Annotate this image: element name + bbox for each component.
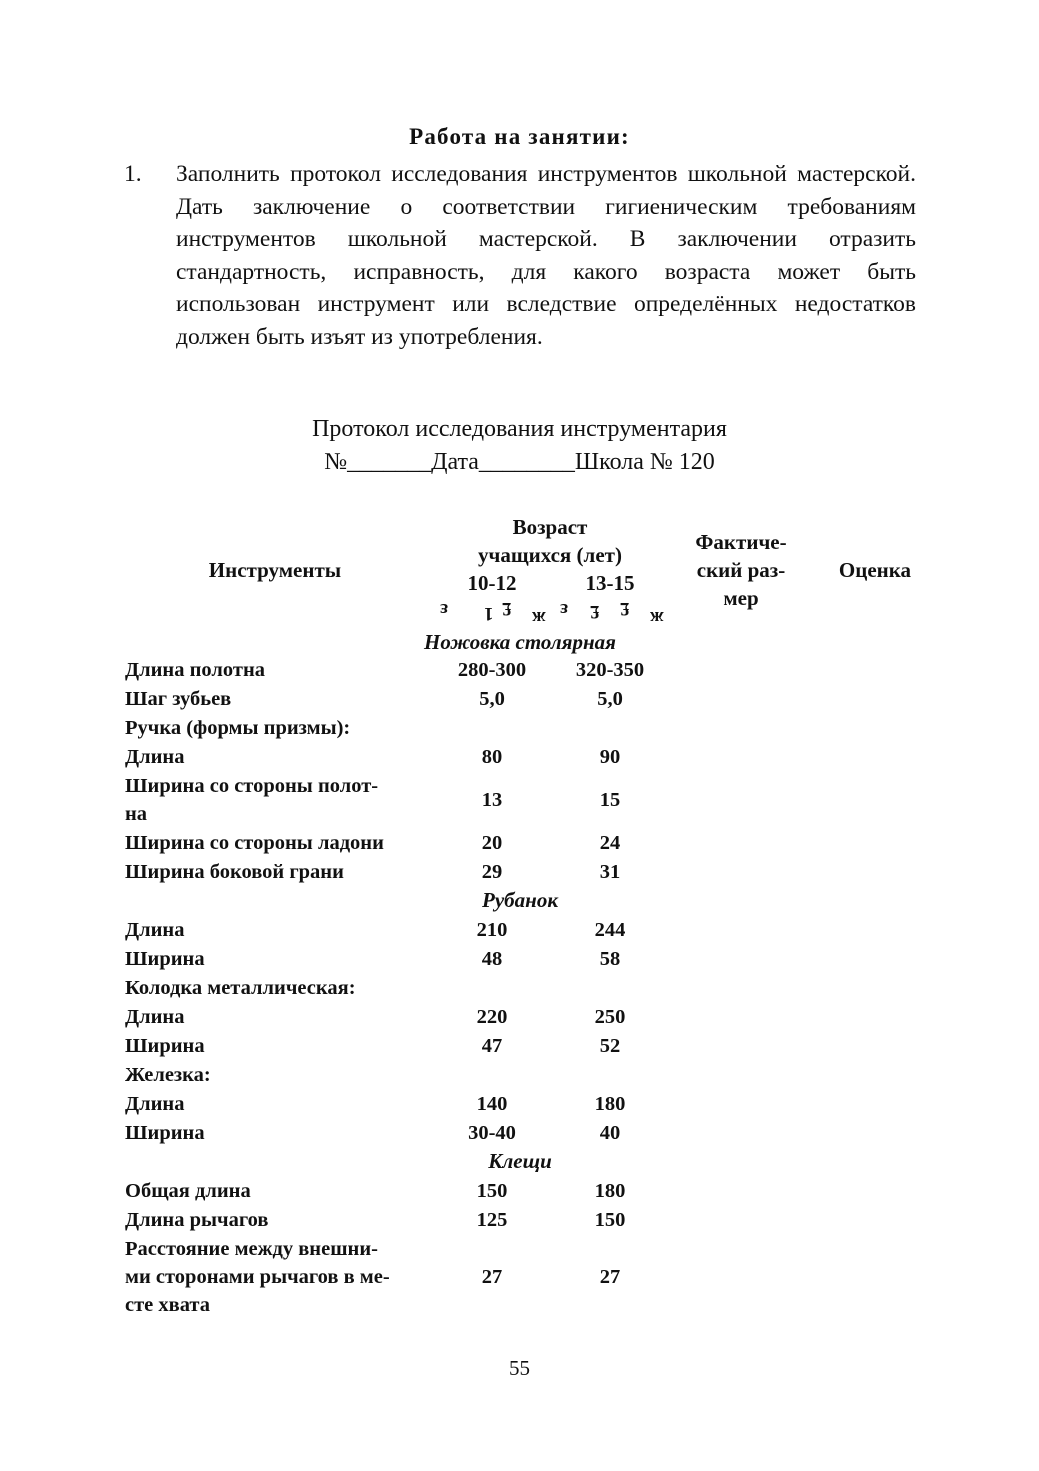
row-value-10-12: 220 (476, 1006, 508, 1028)
scan-artifact-glyph: £ (620, 598, 630, 619)
row-name: Длина полотна (125, 659, 266, 681)
task-text: Заполнить протокол исследования инструментов школьной мастерской. Дать заключение о соответствии гигиеническим требованиям инструментов школьной мастерской. В заключении отразить стандартность, исправность, для какого возраста может быть использован инструмент или вследствие определённых недостатков должен быть изъят из употребления. (176, 161, 916, 350)
row-name-line3: сте хвата (125, 1294, 211, 1316)
header-actual-line1: Фактиче- (695, 530, 787, 554)
scan-artifact-glyph: £ (590, 601, 600, 622)
row-name (125, 772, 425, 828)
header-actual-line3: мер (723, 586, 759, 610)
row-name-line2: на (125, 803, 148, 825)
scan-artifact-glyph: ж (650, 607, 664, 628)
row-name-line1: Расстояние между внешни- (125, 1238, 378, 1260)
row-value-13-15: 180 (594, 1093, 626, 1115)
row-name-line1: Ширина со стороны полот- (125, 775, 379, 797)
header-age-col1: 10-12 (467, 571, 517, 595)
row-name (125, 1235, 425, 1319)
row-value-13-15: 15 (599, 789, 621, 811)
row-name: Ширина (125, 1122, 205, 1144)
row-name: Колодка металлическая: (125, 977, 356, 999)
row-value-13-15: 244 (594, 919, 626, 941)
row-value-13-15: 58 (599, 948, 621, 970)
row-name: Длина (125, 1093, 185, 1115)
header-score: Оценка (838, 558, 912, 582)
row-value-10-12: 150 (476, 1180, 508, 1202)
page-heading: Работа на занятии: (409, 124, 630, 149)
scan-artifact-glyph: ж (532, 607, 546, 628)
row-value-13-15: 27 (599, 1266, 621, 1288)
row-value-10-12: 47 (481, 1035, 503, 1057)
scan-artifact-glyph: ε (440, 599, 449, 620)
row-value-13-15: 320-350 (575, 659, 645, 681)
section-title: Рубанок (482, 888, 558, 912)
header-actual-size (676, 528, 806, 612)
header-age-col2: 13-15 (585, 571, 635, 595)
protocol-title: Протокол исследования инструментария (312, 416, 727, 442)
row-value-13-15: 5,0 (597, 688, 623, 710)
section-title: Ножовка столярная (424, 630, 616, 654)
row-value-13-15: 180 (594, 1180, 626, 1202)
row-value-13-15: 40 (599, 1122, 621, 1144)
section-title: Клещи (488, 1149, 552, 1173)
header-age-line1: Возраст (512, 515, 588, 539)
row-value-10-12: 29 (481, 861, 503, 883)
row-name: Длина (125, 1006, 185, 1028)
row-value-10-12: 140 (476, 1093, 508, 1115)
row-name: Железка: (125, 1064, 211, 1086)
scan-artifact-glyph: 1 (484, 603, 494, 624)
row-name: Ширина боковой грани (125, 861, 344, 883)
row-value-13-15: 90 (599, 746, 621, 768)
row-value-10-12: 5,0 (479, 688, 505, 710)
row-value-10-12: 30-40 (468, 1122, 516, 1144)
header-instruments: Инструменты (208, 558, 342, 582)
header-actual-line2: ский раз- (696, 558, 786, 582)
header-age-line2: учащихся (лет) (478, 543, 622, 567)
row-value-10-12: 27 (481, 1266, 503, 1288)
row-value-13-15: 31 (599, 861, 621, 883)
row-name: Ширина (125, 948, 205, 970)
row-name: Ширина (125, 1035, 205, 1057)
scan-artifact-glyph: £ (502, 598, 512, 619)
header-age (420, 513, 680, 569)
row-name: Общая длина (125, 1180, 251, 1202)
row-name-line2: ми сторонами рычагов в ме- (125, 1266, 390, 1288)
row-value-13-15: 52 (599, 1035, 621, 1057)
row-value-13-15: 24 (599, 832, 621, 854)
row-value-10-12: 280-300 (457, 659, 527, 681)
row-name: Ручка (формы призмы): (125, 717, 351, 739)
row-value-10-12: 13 (481, 789, 503, 811)
protocol-line: №_______Дата________Школа № 120 (324, 449, 715, 475)
row-name: Длина (125, 919, 185, 941)
row-value-13-15: 150 (594, 1209, 626, 1231)
row-value-10-12: 20 (481, 832, 503, 854)
row-value-10-12: 125 (476, 1209, 508, 1231)
scan-artifact-glyph: ε (560, 599, 569, 620)
row-value-10-12: 48 (481, 948, 503, 970)
page-number: 55 (509, 1356, 530, 1380)
row-name: Длина (125, 746, 185, 768)
row-name: Ширина со стороны ладони (125, 832, 384, 854)
task-number: 1. (124, 161, 142, 187)
row-name: Шаг зубьев (125, 688, 232, 710)
row-value-10-12: 210 (476, 919, 508, 941)
row-value-10-12: 80 (481, 746, 503, 768)
row-name: Длина рычагов (125, 1209, 269, 1231)
row-value-13-15: 250 (594, 1006, 626, 1028)
